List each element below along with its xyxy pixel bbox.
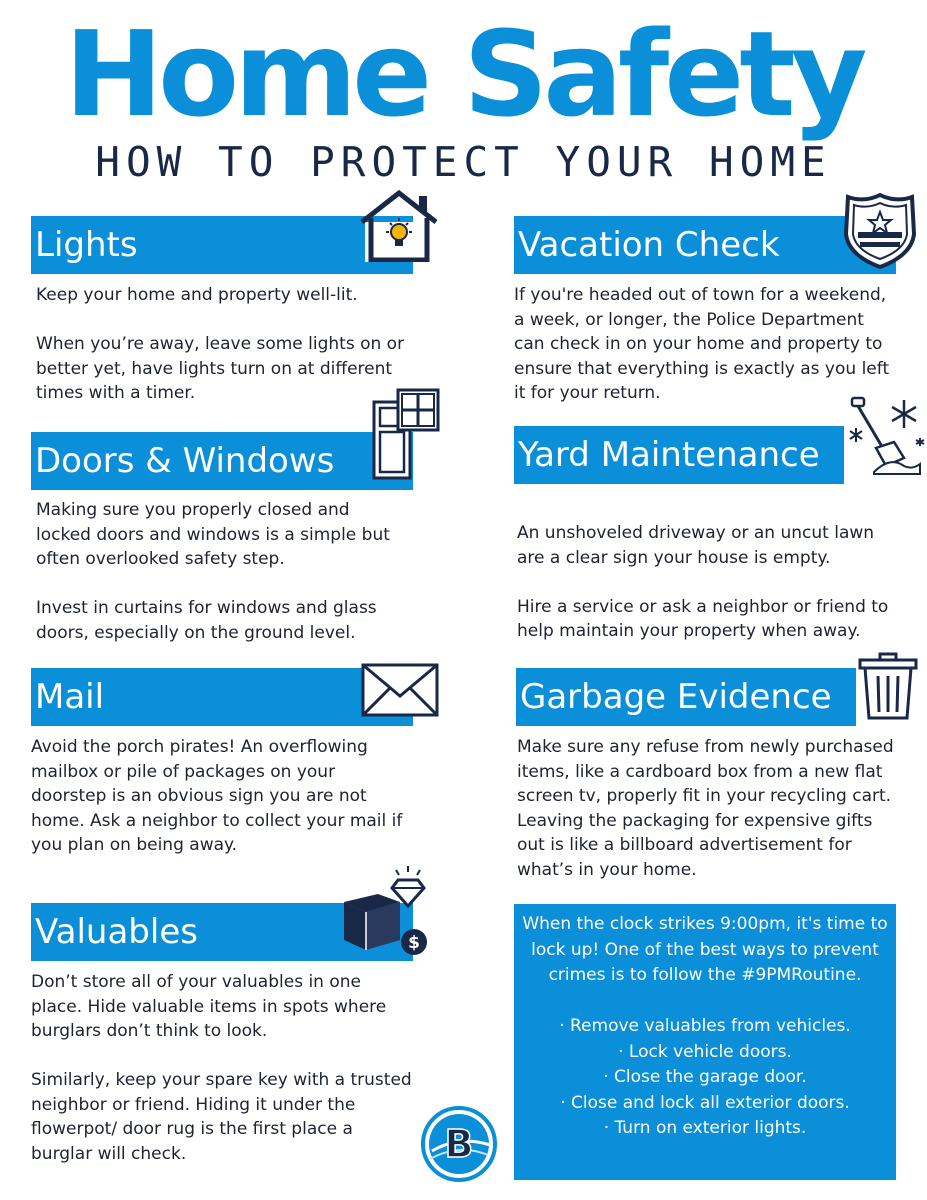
routine-intro: When the clock strikes 9:00pm, it's time to lock up! One of the best ways to prevent crimes is to follow the #9PMRoutine.	[522, 914, 888, 985]
page-title: Home Safety	[64, 5, 863, 143]
nine-pm-routine-box	[514, 904, 896, 1180]
routine-list	[520, 1014, 890, 1142]
paragraph: When you’re away, leave some lights on or better yet, have lights turn on at different times with a timer.	[36, 334, 405, 403]
svg-text:$: $	[408, 933, 420, 953]
paragraph: Hire a service or ask a neighbor or friend to help maintain your property when away.	[517, 596, 889, 641]
section-body-vacation	[514, 283, 896, 406]
section-body-mail	[31, 735, 409, 858]
page-subtitle: HOW TO PROTECT YOUR HOME	[95, 138, 832, 186]
paragraph: Don’t store all of your valuables in one place. Hide valuable items in spots where burglars don’t think to look.	[31, 972, 387, 1041]
paragraph: If you're headed out of town for a weekend, a week, or longer, the Police Department can check in on your home and property to ensure that everything is exactly as you left it for your return.	[514, 285, 890, 403]
paragraph: Invest in curtains for windows and glass doors, especially on the ground level.	[36, 598, 377, 643]
section-body-doors-windows	[36, 498, 408, 645]
section-heading-mail: Mail	[31, 668, 413, 726]
paragraph: Making sure you properly closed and locked doors and windows is a simple but often overlooked safety step.	[36, 500, 390, 569]
paragraph: Make sure any refuse from newly purchased items, like a cardboard box from a new flat screen tv, properly fit in your recycling cart. Leaving the packaging for expensive gifts out is like a billboard advertisement for what’s in your home.	[517, 737, 894, 880]
section-heading-yard: Yard Maintenance	[514, 426, 844, 484]
section-heading-vacation: Vacation Check	[514, 216, 896, 274]
logo-letter: B	[444, 1122, 474, 1166]
list-item: · Close and lock all exterior doors.	[560, 1092, 850, 1113]
snow-shovel-icon	[846, 394, 926, 482]
paragraph: Similarly, keep your spare key with a trusted neighbor or friend. Hiding it under the flowerpot/ door rug is the first place a burglar will check.	[31, 1070, 412, 1164]
trash-can-icon	[856, 652, 920, 726]
envelope-icon	[360, 662, 440, 722]
list-item: · Close the garage door.	[603, 1067, 807, 1087]
section-heading-valuables: Valuables	[31, 903, 413, 961]
box-diamond-dollar-icon	[340, 862, 434, 962]
section-body-yard	[517, 521, 897, 644]
list-item: · Lock vehicle doors.	[618, 1041, 792, 1062]
door-window-icon	[370, 386, 442, 486]
paragraph: An unshoveled driveway or an uncut lawn are a clear sign your house is empty.	[517, 523, 875, 568]
list-item: · Remove valuables from vehicles.	[559, 1016, 851, 1036]
section-heading-garbage: Garbage Evidence	[516, 668, 856, 726]
police-badge-icon	[842, 192, 918, 274]
section-heading-lights: Lights	[31, 216, 413, 274]
house-lightbulb-icon	[359, 190, 439, 266]
section-body-garbage	[517, 735, 905, 882]
list-item: · Turn on exterior lights.	[603, 1118, 807, 1138]
section-body-valuables	[31, 970, 413, 1166]
paragraph: Avoid the porch pirates! An overflowing mailbox or pile of packages on your doorstep is an obvious sign you are not home. Ask a neighbor to collect your mail if you plan on being away.	[31, 737, 403, 855]
paragraph: Keep your home and property well-lit.	[36, 285, 358, 305]
section-heading-doors-windows: Doors & Windows	[31, 432, 413, 490]
city-logo-icon	[420, 1105, 498, 1187]
section-body-lights	[36, 283, 408, 406]
